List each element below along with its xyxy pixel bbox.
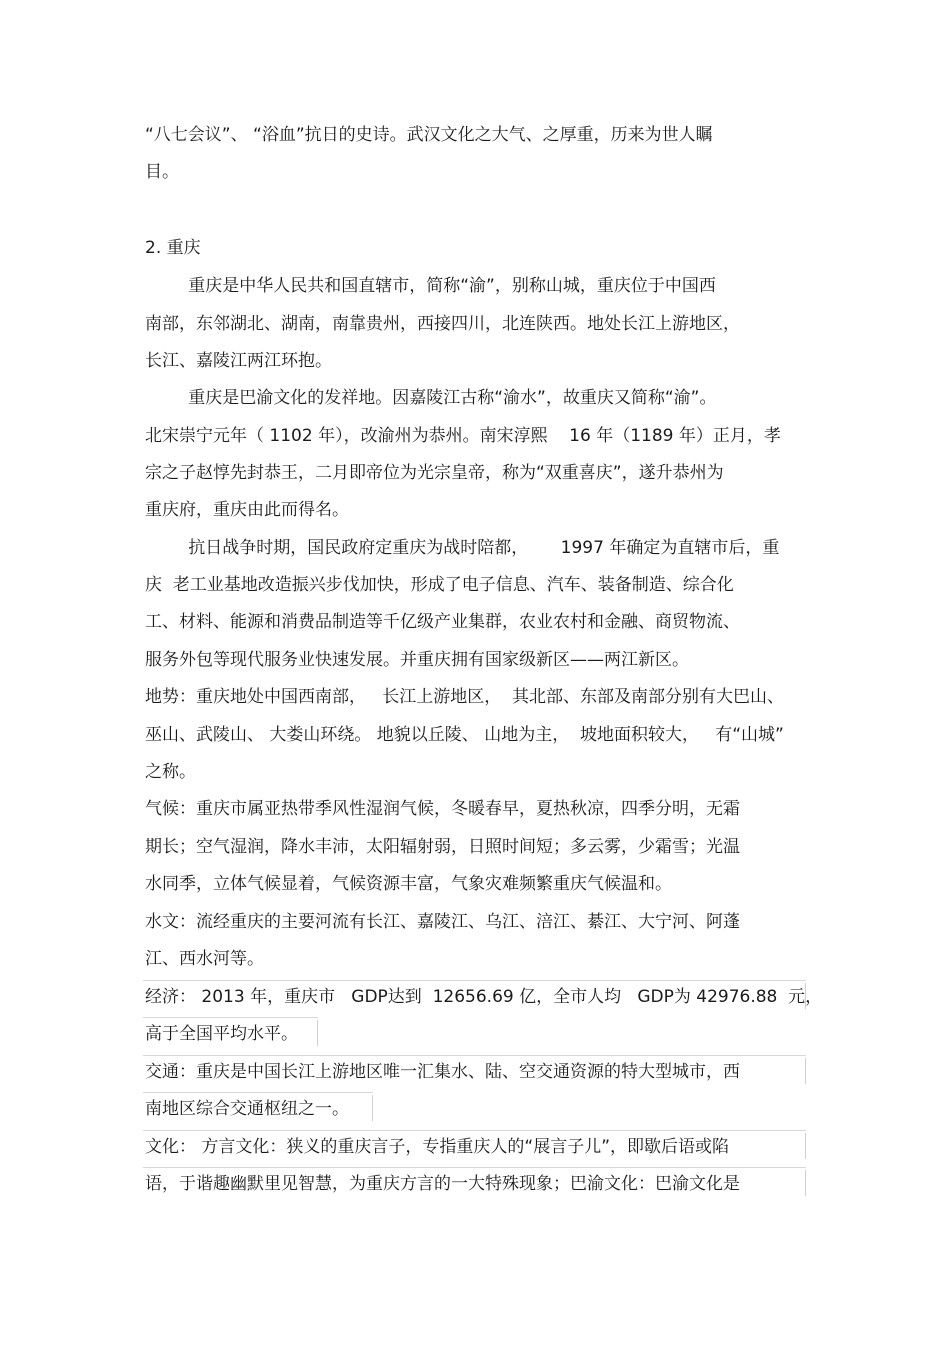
culture-line-2: 语，于谐趣幽默里见智慧，为重庆方言的一大特殊现象；巴渝文化：巴渝文化是 [145, 1174, 740, 1194]
transport-line-2: 南地区综合交通枢纽之一。 [145, 1099, 349, 1119]
terrain-line-3: 之称。 [145, 762, 196, 782]
row-divider [143, 1055, 806, 1056]
hydrology-line-1: 水文：流经重庆的主要河流有长江、嘉陵江、乌江、涪江、綦江、大宁河、阿蓬 [145, 912, 740, 932]
terrain-line-1: 地势：重庆地处中国西南部， 长江上游地区， 其北部、东部及南部分别有大巴山、 [145, 687, 785, 707]
row-border [317, 1020, 318, 1046]
paragraph-2-line-4: 重庆府，重庆由此而得名。 [145, 500, 349, 520]
hydrology-line-2: 江、西水河等。 [145, 949, 264, 969]
paragraph-1-line-1: 重庆是中华人民共和国直辖市，简称“渝”，别称山城，重庆位于中国西 [145, 276, 716, 296]
section-heading: 2. 重庆 [145, 238, 201, 258]
paragraph-3-line-4: 服务外包等现代服务业快速发展。并重庆拥有国家级新区——两江新区。 [145, 650, 689, 670]
paragraph-1-line-2: 南部，东邻湖北、湖南，南靠贵州，西接四川，北连陕西。地处长江上游地区， [145, 314, 740, 334]
transport-line-1: 交通：重庆是中国长江上游地区唯一汇集水、陆、空交通资源的特大型城市，西 [145, 1062, 740, 1082]
terrain-line-2: 巫山、武陵山、 大娄山环绕。 地貌以丘陵、 山地为主， 坡地面积较大， 有“山城” [145, 725, 784, 745]
row-divider [143, 1017, 318, 1018]
paragraph-2-line-3: 宗之子赵惇先封恭王，二月即帝位为光宗皇帝，称为“双重喜庆”，遂升恭州为 [145, 463, 724, 483]
paragraph-3-line-2: 庆 老工业基地改造振兴步伐加快，形成了电子信息、汽车、装备制造、综合化 [145, 575, 734, 595]
economy-line-2: 高于全国平均水平。 [145, 1024, 298, 1044]
row-divider [143, 1092, 373, 1093]
intro-line-1: “八七会议”、 “浴血”抗日的史诗。武汉文化之大气、之厚重，历来为世人瞩 [145, 125, 713, 145]
paragraph-2-line-1: 重庆是巴渝文化的发祥地。因嘉陵江古称“渝水”，故重庆又简称“渝”。 [145, 388, 717, 408]
row-divider [143, 980, 806, 981]
climate-line-2: 期长；空气湿润，降水丰沛，太阳辐射弱，日照时间短；多云雾，少霜雪；光温 [145, 837, 740, 857]
row-border [805, 1133, 806, 1159]
row-border [805, 1170, 806, 1196]
row-border [372, 1095, 373, 1121]
paragraph-2-line-2: 北宋崇宁元年（ 1102 年），改渝州为恭州。南宋淳熙 16 年（1189 年）正月，孝 [145, 426, 781, 446]
intro-line-2: 目。 [145, 162, 179, 182]
row-divider [143, 1130, 806, 1131]
row-border [805, 1058, 806, 1084]
economy-line-1: 经济： 2013 年，重庆市 GDP达到 12656.69 亿，全市人均 GDP为 42976.88 元， [145, 987, 823, 1007]
paragraph-3-line-1: 抗日战争时期，国民政府定重庆为战时陪都， 1997 年确定为直辖市后，重 [145, 538, 780, 558]
paragraph-1-line-3: 长江、嘉陵江两江环抱。 [145, 351, 332, 371]
culture-line-1: 文化： 方言文化：狭义的重庆言子，专指重庆人的“展言子儿”，即歇后语或陷 [145, 1137, 730, 1157]
paragraph-3-line-3: 工、材料、能源和消费品制造等千亿级产业集群，农业农村和金融、商贸物流、 [145, 612, 740, 632]
row-divider [143, 1167, 806, 1168]
climate-line-1: 气候：重庆市属亚热带季风性湿润气候，冬暖春早，夏热秋凉，四季分明，无霜 [145, 799, 740, 819]
climate-line-3: 水同季，立体气候显着，气候资源丰富，气象灾难频繁重庆气候温和。 [145, 874, 672, 894]
